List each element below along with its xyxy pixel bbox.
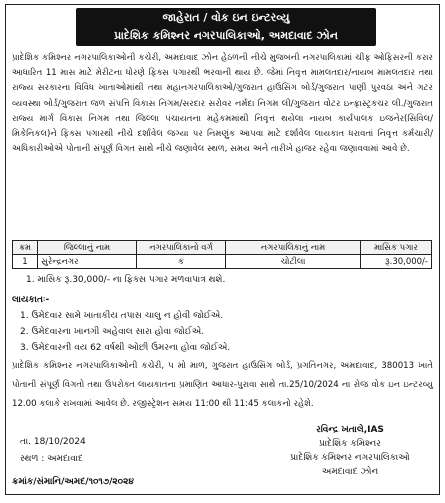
intro-paragraph: પ્રાદેશિક કમિશ્નર નગરપાલિકાઓની કચેરી, અમદાવાદ ઝોન હેઠળની નીચે મુજબની નગરપાલિકામાં ચીફ ઓફિસરની કરાર આધારિત 11 માસ માટે મેરીટના ધોરણે ફિક્સ પગારથી ભરવાની થાય છે. જેમાં નિવૃત્ત મામલતદાર/નાયબ મામલતદાર તથા રાજ્ય સરકારના વિવિધ ખાતાઓમાંથી તથા મહાનગરપાલિકાઓ/ગુજરાત હાઉસિંગ બોર્ડ/ગુજરાત પાણી પુરવઠા અને ગટર વ્યવસ્થા બોર્ડ/ગુજરાત જળ સંપત્તિ વિકાસ નિગમ/સરદાર સરોવર નર્મદા નિગમ લી/ગુજરાત વોટર ઇન્ફ્રાસ્ટ્રકચર લી./ગુજરાત રાજ્ય માર્ગ વિકાસ નિગમ તથા જિલ્લા પંચાયતના મહેકમમાંથી નિવૃત્ત થયેલા નાયબ કાર્યપાલક ઇજનેર(સિવિલ/મિકેનિકલ)ને ફિક્સ પગારથી નીચે દર્શાવેલ જગ્યા પર નિમણુંક આપવા માટે દર્શાવેલ લાયકાત ધરાવતાં નિવૃત્ત કર્મચારી/અધિકારીઓએ પોતાની સંપૂર્ણ વિગત સાથે નીચે જણાવેલ સ્થળ, સમય અને તારીખે હાજર રહેવા જણાવવામાં આવે છે. [12,53,433,155]
cell-class: ક [137,255,226,269]
header-banner [76,8,376,46]
col-class: નગરપાલિકાનો વર્ગ [137,241,226,255]
cell-serial: 1 [13,255,38,269]
table-header-row [13,241,432,255]
advertisement-notice [5,4,440,495]
qualification-item: 2. ઉમેદવારના ખાનગી અહેવાલ સારા હોવા જોઈએ. [20,327,205,337]
col-salary: માસિક પગાર [361,241,432,255]
cell-municipality: ચોટીલા [226,255,361,269]
col-serial: ક્રમ [13,241,38,255]
reference-number: ક્રમાંક/સંમાનિ/અમદ/૧૦૧૭/૨૦૨૪ [12,477,134,487]
qualification-item: 1. ઉમેદવાર સામે ખાતાકીય તપાસ ચાલુ ન હોવી જોઈએ. [20,311,224,321]
signature-block [264,423,436,479]
cell-salary: રૂ.30,000/- [361,255,432,269]
signatory-name: રવિન્દ્ર ખતાલે,IAS [316,425,384,435]
signatory-office: પ્રાદેશિક કમિશ્નર નગરપાલિકાઓ [290,453,410,463]
qualification-item: 3. ઉમેદવારની વય 62 વર્ષથી ઓછી ઉંમરના હોવા જોઈએ. [20,343,231,353]
notice-type-heading: જાહેરાત / વોક ઇન ઇન્ટરવ્યુ [162,11,290,24]
col-municipality: નગરપાલિકાનું નામ [226,241,361,255]
signatory-zone: અમદાવાદ ઝોન [321,467,379,477]
signatory-title: પ્રાદેશિક કમિશ્નર [319,439,381,449]
cell-district: સુરેન્દ્રનગર [38,255,137,269]
venue-paragraph: પ્રાદેશિક કમિશ્નર નગરપાલિકાઓની કચેરી, પ મો માળ, ગુજરાત હાઉસિંગ બોર્ડ, પ્રગતિનગર, અમદાવાદ, 380013 ખાતે પોતાની સંપૂર્ણ વિગતો તથા ઉપરોક્ત લાયકાતના પ્રમાણિત આધાર-પુરાવા સાથે તા.25/10/2024 ના રોજ વોક ઇન ઇન્ટરવ્યુ 12.00 કલાકે રાખવામાં આવેલ છે. રજીસ્ટ્રેશન સમય 11:00 થી 11:45 કલાકનો રહેશે. [12,361,433,409]
col-district: જિલ્લાનું નામ [38,241,137,255]
table-row [13,255,432,269]
office-heading: પ્રાદેશિક કમિશ્નર નગરપાલિકાઓ, અમદાવાદ ઝોન [114,29,338,42]
notice-place: સ્થળ : અમદાવાદ [20,454,84,464]
qualifications-title: લાયકાતઃ- [12,295,50,305]
vacancy-table [12,240,432,269]
notice-date: તા. 18/10/2024 [20,437,86,447]
salary-note: 1. માસિક રૂ.30,000/- ના ફિક્સ પગાર મળવાપાત્ર થશે. [26,275,226,285]
